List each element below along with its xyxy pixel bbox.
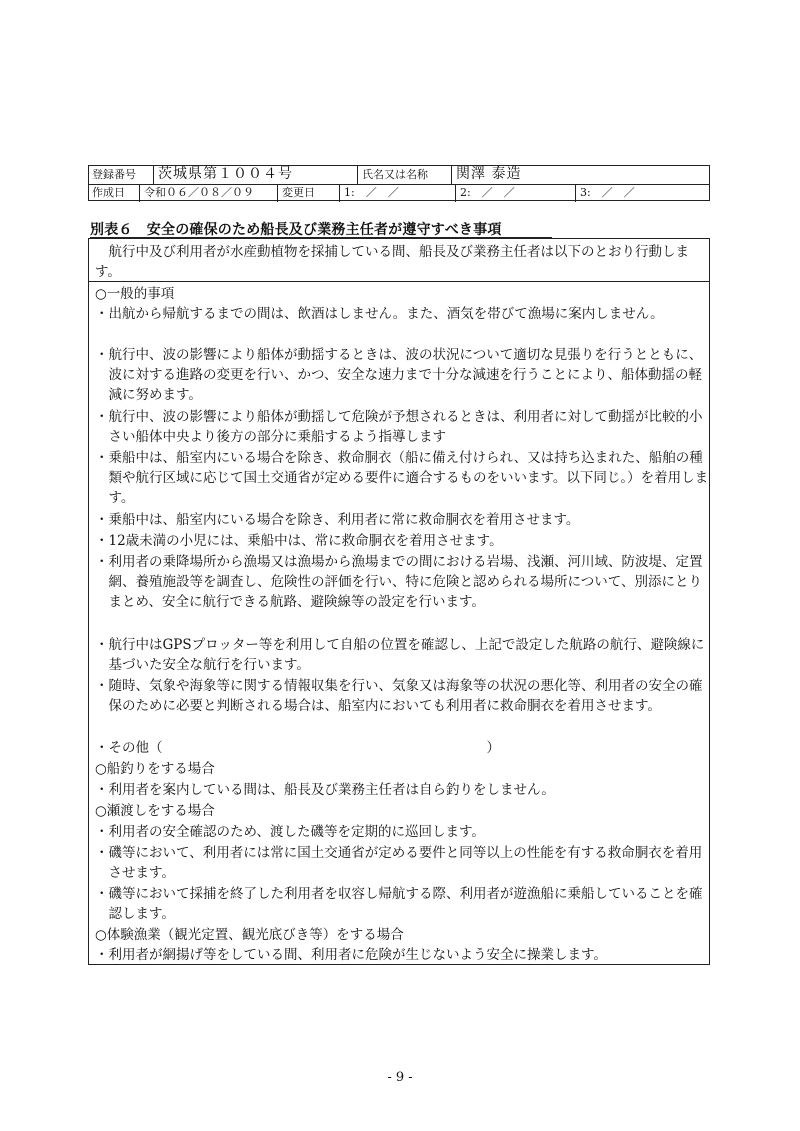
list-item: ・随時、気象や海象等に関する情報収集を行い、気象又は海象等の状況の悪化等、利用者の安全の確保のために必要と判断される場合は、船室内においても利用者に救命胴衣を着用させます。 (95, 678, 703, 714)
heading-general: ○一般的事項 (95, 286, 175, 302)
list-item: ・乗船中は、船室内にいる場合を除き、利用者に常に救命胴衣を着用させます。 (95, 512, 580, 528)
heading-fishing: ○船釣りをする場合 (95, 761, 215, 777)
date-row (89, 184, 709, 202)
change-2: 2: ／ ／ (460, 186, 515, 199)
changed-label: 変更日 (282, 186, 315, 199)
change-1: 1: ／ ／ (344, 186, 399, 199)
divider (455, 184, 456, 202)
list-item: ・乗船中は、船室内にいる場合を除き、救命胴衣（船に備え付けられ、又は持ち込まれた、船舶の種類や航行区域に応じて国土交通省が定める要件に適合するものをいいます。以下同じ。）を着用します。 (95, 450, 709, 506)
list-item: ・出航から帰航するまでの間は、飲酒はしません。また、酒気を帯びて漁場に案内しません。 (95, 306, 664, 322)
reg-value: 茨城県第１００４号 (158, 166, 293, 182)
list-item: ・利用者の安全確認のため、渡した磯等を定期的に巡回します。 (95, 824, 485, 840)
created-value: 令和０６／０８／０９ (144, 186, 254, 199)
intro-text: 航行中及び利用者が水産動植物を採捕している間、船長及び業務主任者は以下のとおり行動します。 (95, 244, 689, 280)
name-value: 関澤 泰造 (456, 166, 522, 182)
list-item: ・航行中、波の影響により船体が動揺して危険が予想されるときは、利用者に対して動揺が比較的小さい船体中央より後方の部分に乗船するよう指導します (95, 409, 703, 445)
list-item: ・12歳未満の小児には、乗船中は、常に救命胴衣を着用させます。 (95, 533, 503, 549)
list-item: ・磯等において採捕を終了した利用者を収容し帰航する際、利用者が遊漁船に乗船していることを確認します。 (95, 886, 703, 922)
intro-section (89, 239, 709, 282)
divider (575, 184, 576, 202)
change-3: 3: ／ ／ (580, 186, 635, 199)
registration-row (89, 166, 709, 185)
divider (451, 166, 452, 184)
divider (357, 166, 358, 184)
list-item: ・航行中はGPSプロッター等を利用して自船の位置を確認し、上記で設定した航路の航行、避険線に基づいた安全な航行を行います。 (95, 637, 705, 673)
list-item: ・利用者が網揚げ等をしている間、利用者に危険が生じないよう安全に操業します。 (95, 947, 607, 963)
list-item: ・磯等において、利用者には常に国土交通省が定める要件と同等以上の性能を有する救命胴衣を着用させます。 (95, 845, 703, 881)
page-number: - 9 - (387, 1070, 413, 1085)
divider (277, 184, 278, 202)
content-box (88, 238, 710, 965)
heading-experience: ○体験漁業（観光定置、観光底びき等）をする場合 (95, 927, 404, 943)
heading-setoshi: ○瀬渡しをする場合 (95, 803, 215, 819)
divider (339, 184, 340, 202)
divider (139, 184, 140, 202)
reg-label: 登録番号 (92, 168, 136, 181)
list-item: ・航行中、波の影響により船体が動揺するときは、波の状況について適切な見張りを行うとともに、波に対する進路の変更を行い、かつ、安全な速力まで十分な減速を行うことにより、船体動揺の軽減に努めます。 (95, 347, 703, 403)
list-item: ・利用者の乗降場所から漁場又は漁場から漁場までの間における岩場、浅瀬、河川域、防波堤、定置網、養殖施設等を調査し、危険性の評価を行い、特に危険と認められる場所について、別添にとりまとめ、安全に航行できる航路、避険線等の設定を行います。 (95, 554, 703, 610)
section-title: 別表６ 安全の確保のため船長及び業務主任者が遵守すべき事項 (90, 222, 502, 238)
name-label: 氏名又は名称 (362, 168, 428, 181)
created-label: 作成日 (92, 186, 125, 199)
list-item-other: ・その他（ ） (95, 740, 500, 756)
list-item: ・利用者を案内している間は、船長及び業務主任者は自ら釣りをしません。 (95, 782, 555, 798)
registration-table (88, 165, 710, 201)
divider (153, 166, 154, 184)
